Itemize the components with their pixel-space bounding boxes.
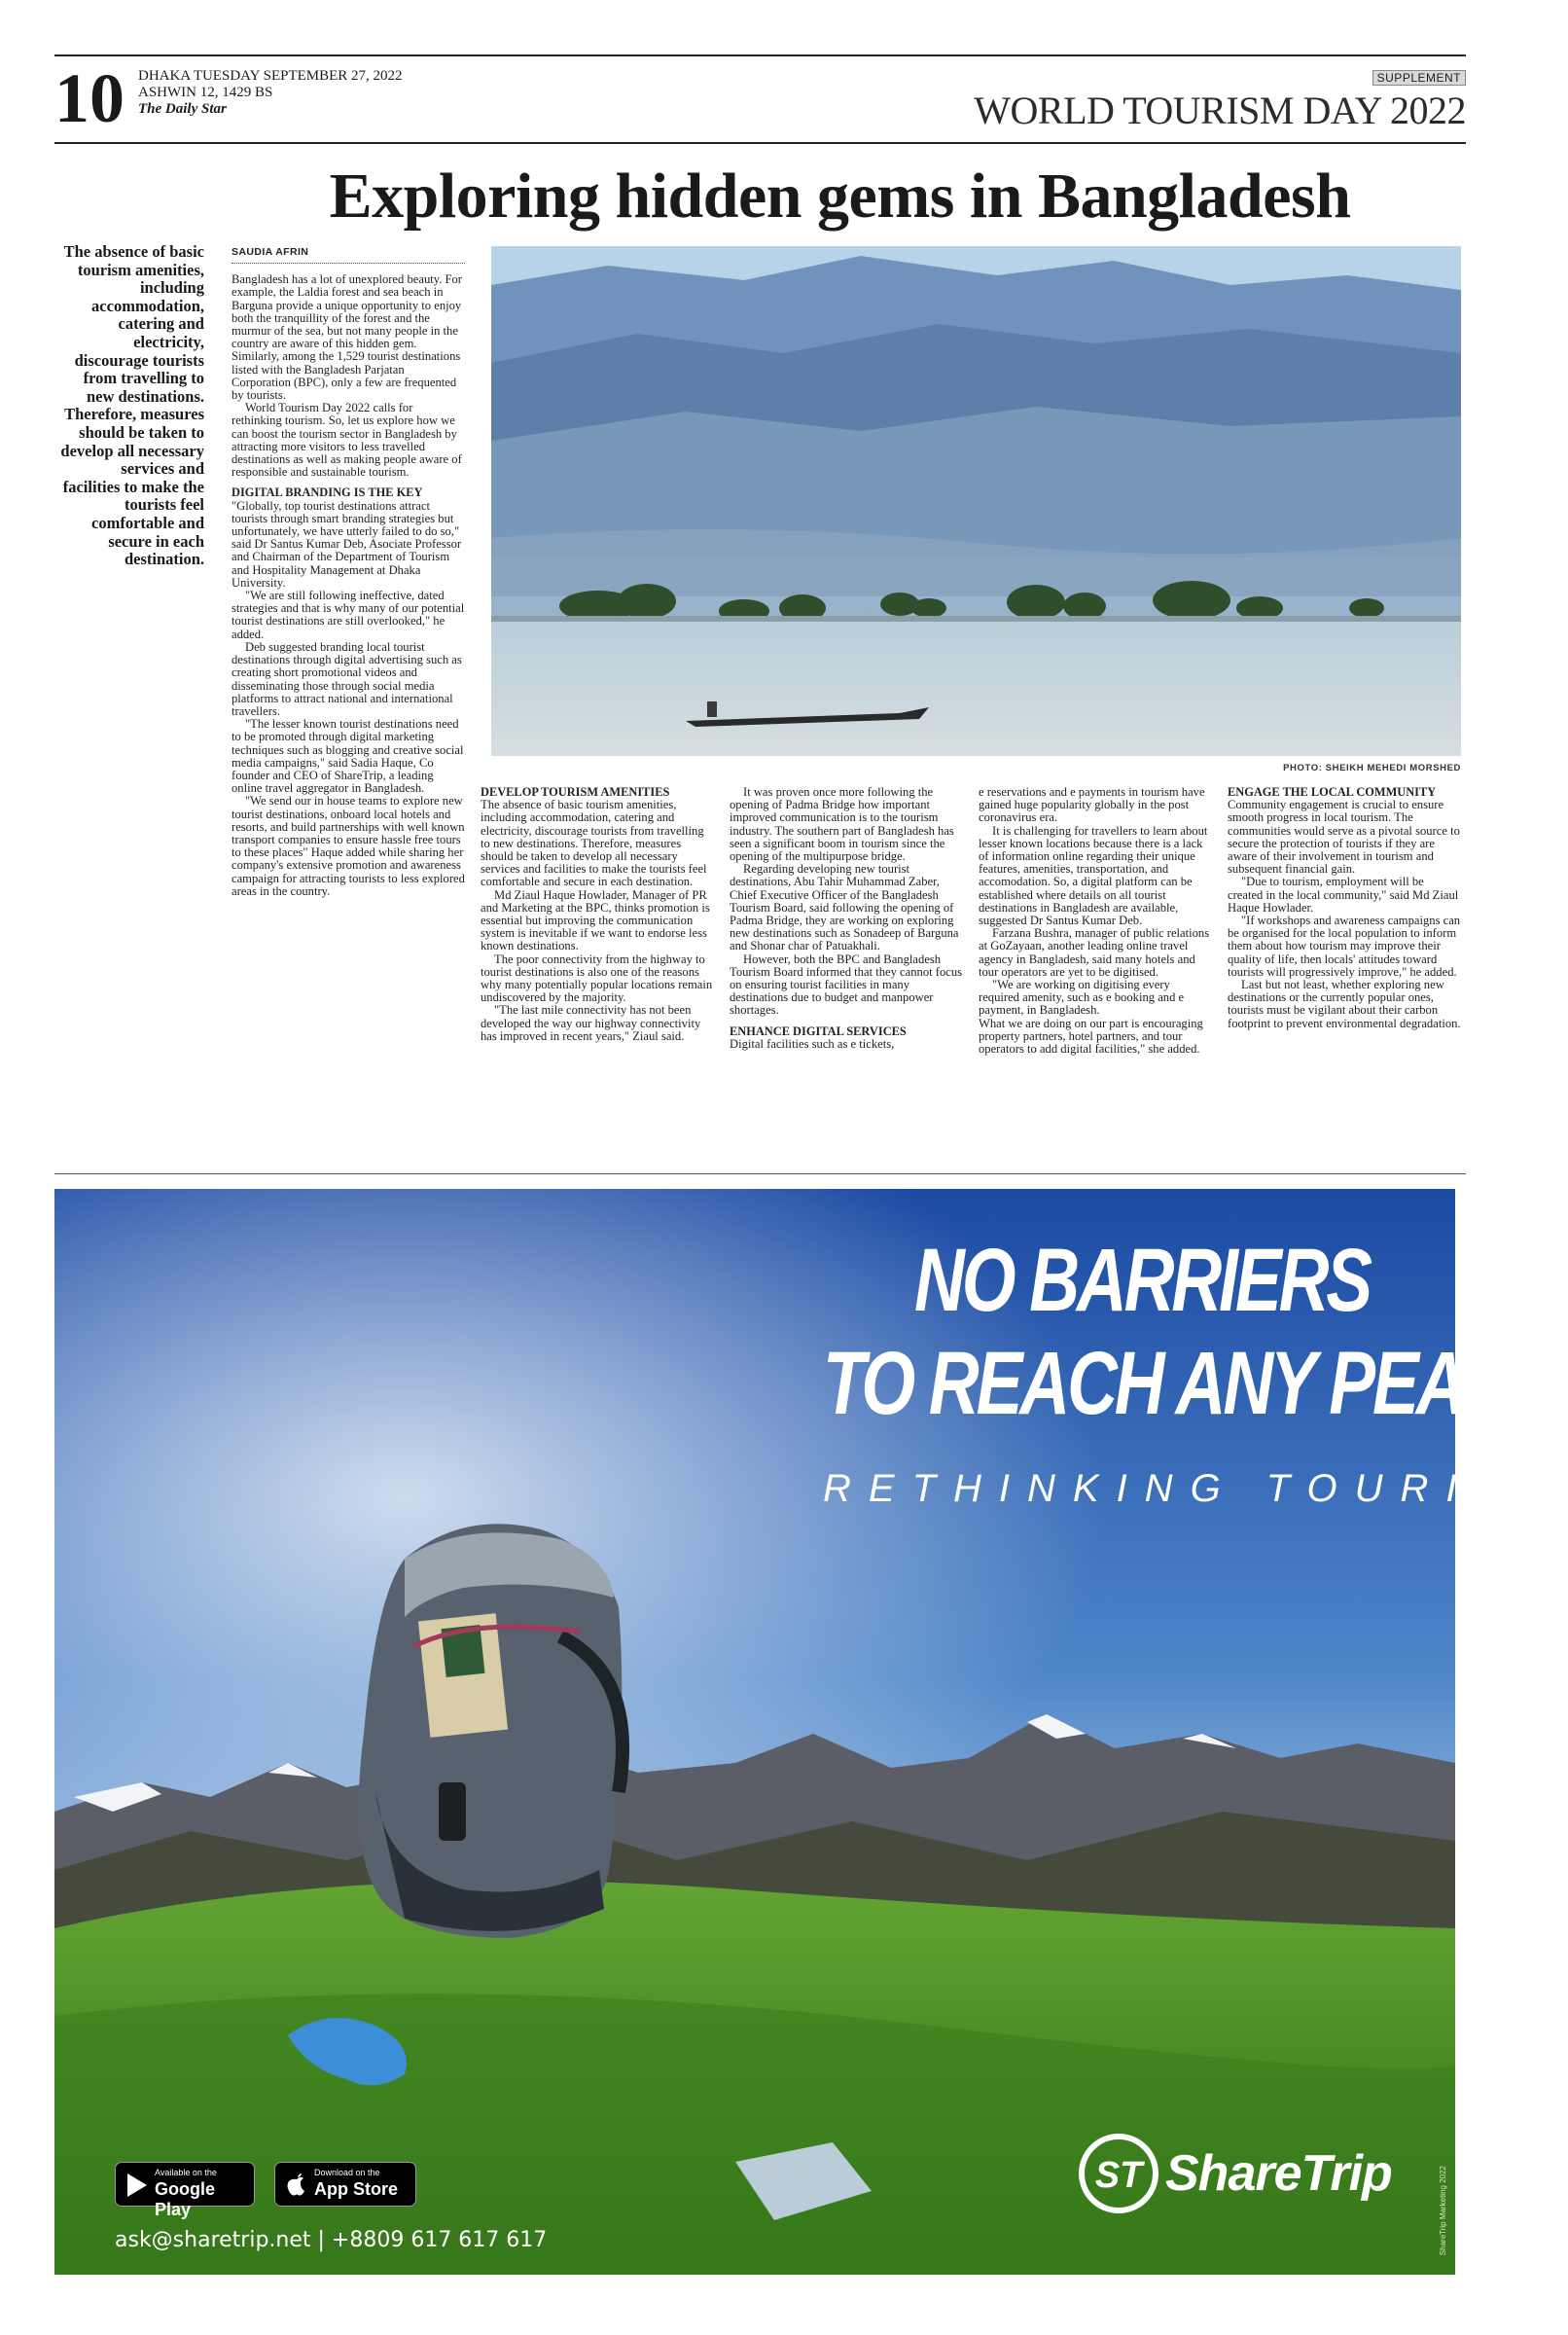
paragraph: Md Ziaul Haque Howlader, Manager of PR and Marketing at the BPC, thinks promotion is essential but improving the communication system is inevitable if we want to endorse less known destinations. bbox=[481, 887, 710, 953]
lake-landscape-image bbox=[491, 246, 1461, 756]
sharetrip-logo[interactable] bbox=[1076, 2123, 1407, 2230]
lake-photo bbox=[491, 246, 1461, 756]
paragraph: Farzana Bushra, manager of public relations at GoZayaan, another leading online travel agency in Bangladesh, said many hotels and tour operators are yet to be digitised. bbox=[979, 926, 1210, 979]
ad-headline-line-2: TO REACH ANY PEAK bbox=[823, 1334, 1512, 1433]
backpack-image bbox=[359, 1524, 623, 1938]
column-text bbox=[481, 786, 714, 1043]
app-store-label: App Store bbox=[314, 2179, 399, 2199]
paragraph: Digital facilities such as e tickets, bbox=[730, 1036, 895, 1051]
supplement-label: SUPPLEMENT bbox=[1372, 70, 1466, 86]
ad-headline-line-1: NO BARRIERS bbox=[914, 1231, 1371, 1330]
paragraph: "We are working on digitising every required amenity, such as e booking and e payment, in Bangladesh. bbox=[979, 978, 1185, 1018]
paragraph: However, both the BPC and Bangladesh Tourism Board informed that they cannot focus on ensuring tourist facilities in many destinations due to budget and manpower shortages. bbox=[730, 952, 963, 1018]
paragraph: "If workshops and awareness campaigns can be organised for the local population to inform them about how tourism may improve their quality of life, then locals' attitudes toward tourists will progressively improve," he added. bbox=[1228, 914, 1461, 979]
paragraph: "Due to tourism, employment will be created in the local community," said Md Ziaul Haque Howlader. bbox=[1228, 875, 1459, 915]
paragraph: The poor connectivity from the highway to tourist destinations is also one of the reasons why many potentially popular locations remain undiscovered by the majority. bbox=[481, 952, 713, 1005]
logo-mark-text: ST bbox=[1094, 2155, 1143, 2196]
article-column-3 bbox=[730, 786, 963, 1051]
date-block bbox=[138, 68, 403, 118]
sharetrip-advertisement[interactable] bbox=[54, 1189, 1568, 2275]
paragraph: "We are still following ineffective, dated strategies and that is why many of our potential tourist destinations are still overlooked," he added. bbox=[232, 589, 465, 641]
ad-fine-print: ShareTrip Marketing 2022 bbox=[1439, 2165, 1447, 2255]
bangla-date: ASHWIN 12, 1429 BS bbox=[138, 85, 273, 100]
article-column-5 bbox=[1228, 786, 1461, 1030]
paragraph: World Tourism Day 2022 calls for rethinking tourism. So, let us explore how we can boost the tourism sector in Bangladesh by attracting more visitors to less travelled destinations as well as making people aware of responsible and sustainable tourism. bbox=[232, 401, 462, 480]
paragraph: Last but not least, whether exploring new destinations or the currently popular ones, tourists must be vigilant about their carbon footprint to prevent environmental degradation. bbox=[1228, 978, 1461, 1030]
paragraph: What we are doing on our part is encouraging property partners, hotel partners, and tour operators to add digital facilities," she added. bbox=[979, 1016, 1203, 1057]
paragraph: Deb suggested branding local tourist destinations through digital advertising such as creating short promotional videos and disseminating those through social media platforms to attract national and international travellers. bbox=[232, 639, 462, 718]
article-column-1 bbox=[232, 246, 465, 898]
article-column-4 bbox=[979, 786, 1212, 1056]
masthead bbox=[54, 60, 1466, 142]
paragraph: "We send our in house teams to explore new tourist destinations, onboard local hotels and resorts, and build partnerships with well known transport companies to ensure hassle free tours to these places" Haque added while sharing her company's extensive promotion and awareness campaign for attracting tourists to less explored areas in the country. bbox=[232, 794, 465, 898]
app-store-small-label: Download on the bbox=[314, 2168, 380, 2177]
google-play-small-label: Available on the bbox=[155, 2168, 217, 2177]
google-play-icon bbox=[125, 2173, 149, 2198]
google-play-label: Google Play bbox=[155, 2179, 215, 2219]
apple-icon bbox=[285, 2173, 308, 2198]
paragraph: "Globally, top tourist destinations attract tourists through smart branding strategies but unfortunately, we have utterly failed to do so," said Dr Santus Kumar Deb, Asociate Professor and Chairman of the Department of Tourism and Hospitality Management at Dhaka University. bbox=[232, 498, 462, 590]
paragraph: "The lesser known tourist destinations need to be promoted through digital marketing techniques such as blogging and creative social media campaigns," said Sadia Haque, Co founder and CEO of ShareTrip, a leading online travel aggregator in Bangladesh. bbox=[232, 717, 464, 796]
article-column-2 bbox=[481, 786, 714, 1043]
subheading: ENGAGE THE LOCAL COMMUNITY bbox=[1228, 785, 1437, 799]
paragraph: Regarding developing new tourist destinations, Abu Tahir Muhammad Zaber, Chief Executive Officer of the Bangladesh Tourism Board, said following the opening of Padma Bridge, they are working on exploring new destinations such as Sonadeep of Barguna and Shonar char of Patuakhali. bbox=[730, 862, 959, 953]
column-text bbox=[730, 786, 963, 1051]
google-play-button[interactable] bbox=[115, 2162, 255, 2219]
photo-credit: PHOTO: SHEIKH MEHEDI MORSHED bbox=[1283, 763, 1461, 773]
paragraph: Bangladesh has a lot of unexplored beauty. For example, the Laldia forest and sea beach in Barguna provide a unique opportunity to enjoy both the tranquillity of the forest and the murmur of the sea, but not many people in the country are aware of this hidden gem. Similarly, among the 1,529 tourist destinations listed with the Bangladesh Parjatan Corporation (BPC), only a few are frequented by tourists. bbox=[232, 272, 463, 403]
paragraph: It is challenging for travellers to learn about lesser known locations because there is a lack of information online regarding their unique features, amenities, transportation, and accomodation. So, a digital platform can be established where details on all tourist destinations in Bangladesh are available, suggested Dr Santus Kumar Deb. bbox=[979, 823, 1208, 928]
sharetrip-logo-icon bbox=[1076, 2123, 1163, 2230]
column-text bbox=[232, 273, 465, 898]
column-text bbox=[1228, 786, 1461, 1030]
paper-name: The Daily Star bbox=[138, 101, 227, 117]
article-headline: Exploring hidden gems in Bangladesh bbox=[329, 161, 1351, 232]
article-end-rule bbox=[54, 1173, 1466, 1174]
subheading: DEVELOP TOURISM AMENITIES bbox=[481, 785, 670, 799]
top-rule bbox=[54, 54, 1466, 56]
column-text bbox=[979, 786, 1212, 1056]
contact-info[interactable]: ask@sharetrip.net | +8809 617 617 617 bbox=[115, 2228, 548, 2252]
pull-quote: The absence of basic tourism amenities, including accommodation, catering and electricity, discourage tourists from travelling to new destinations. Therefore, measures should be taken to develop all necessary services and facilities to make the tourists feel comfortable and secure in each destination. bbox=[60, 242, 204, 569]
masthead-rule bbox=[54, 142, 1466, 144]
paragraph: "The last mile connectivity has not been developed the way our highway connectivity has improved in recent years," Ziaul said. bbox=[481, 1003, 701, 1043]
subheading: ENHANCE DIGITAL SERVICES bbox=[730, 1024, 907, 1038]
paragraph: It was proven once more following the opening of Padma Bridge how important improved communication is to the tourism industry. The southern part of Bangladesh has seen a significant boom in tourism since the opening of the multipurpose bridge. bbox=[730, 785, 954, 864]
paragraph: Community engagement is crucial to ensure smooth progress in local tourism. The communities would serve as a pivotal source to secure the protection of tourists if they are aware of their involvement in tourism and subsequent financial gain. bbox=[1228, 798, 1460, 877]
subheading: DIGITAL BRANDING IS THE KEY bbox=[232, 485, 423, 500]
app-store-button[interactable] bbox=[274, 2162, 416, 2207]
brand-name: ShareTrip bbox=[1165, 2145, 1392, 2202]
ad-tagline: RETHINKING TOURISM bbox=[823, 1467, 1568, 1510]
page-number: 10 bbox=[54, 59, 125, 137]
byline: SAUDIA AFRIN bbox=[232, 246, 465, 264]
paragraph: e reservations and e payments in tourism have gained huge popularity globally in the post coronavirus era. bbox=[979, 785, 1205, 825]
paragraph: The absence of basic tourism amenities, including accommodation, catering and electricity, discourage tourists from travelling to new destinations. Therefore, measures should be taken to develop all necessary services and facilities to make the tourists feel comfortable and secure in each destination. bbox=[481, 798, 707, 889]
section-title: WORLD TOURISM DAY 2022 bbox=[974, 89, 1466, 132]
date-line: DHAKA TUESDAY SEPTEMBER 27, 2022 bbox=[138, 68, 403, 84]
